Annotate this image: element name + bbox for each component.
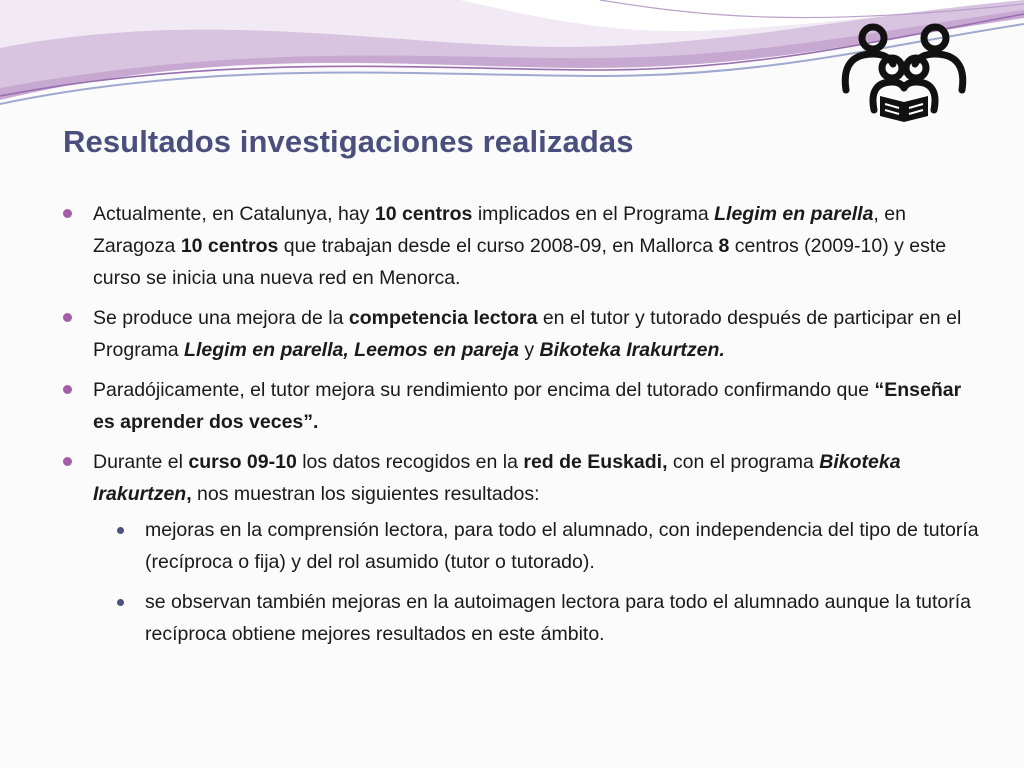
bullet-bold-text: 8 (718, 235, 730, 257)
bullet-text: Actualmente, en Catalunya, hay (93, 203, 375, 225)
bullet-bold-italic-text: Bikoteka Irakurtzen. (539, 339, 725, 361)
people-reading-logo-icon (836, 18, 972, 124)
bullet-bold-italic-text: Llegim en parella (714, 203, 874, 225)
bullet-bold-text: red de Euskadi, (523, 451, 668, 473)
sub-bullet-item: mejoras en la comprensión lectora, para todo el alumnado, con independencia del tipo de tutoría (recíproca o fija) y del rol asumido (tutor o tutorado). (93, 514, 983, 578)
bullet-text: Se produce una mejora de la (93, 307, 349, 329)
bullet-list (63, 198, 983, 658)
bullet-bold-text: curso 09-10 (188, 451, 297, 473)
bullet-text: en el tutor y tutorado después de participar en el Programa (93, 307, 962, 361)
bullet-bold-text: 10 centros (374, 203, 473, 225)
bullet-text: centros (2009-10) y este curso se inicia una nueva red en Menorca. (93, 235, 947, 289)
bullet-text: , en Zaragoza (93, 203, 906, 257)
bullet-text: que trabajan desde el curso 2008-09, en Mallorca (278, 235, 719, 257)
bullet-bold-text: 10 centros (180, 235, 279, 257)
bullet-item (63, 374, 983, 438)
bullet-item (63, 446, 983, 650)
bullet-bold-text: competencia lectora (348, 307, 538, 329)
bullet-text: Paradójicamente, el tutor mejora su rendimiento por encima del tutorado confirmando que (93, 379, 875, 401)
bullet-item (63, 198, 983, 294)
bullet-text: y (518, 339, 540, 361)
bullet-text: Durante el (93, 451, 189, 473)
bullet-text: los datos recogidos en la (296, 451, 524, 473)
bullet-bold-italic-text: Llegim en parella, Leemos en pareja (184, 339, 519, 361)
bullet-item (63, 302, 983, 366)
bullet-bold-text: “Enseñar es aprender dos veces”. (93, 379, 962, 433)
bullet-text: implicados en el Programa (472, 203, 715, 225)
bullet-bold-text: , (186, 483, 192, 505)
sub-bullet-list (93, 514, 983, 650)
bullet-bold-italic-text: Bikoteka Irakurtzen (93, 451, 901, 505)
slide-title: Resultados investigaciones realizadas (63, 124, 634, 159)
bullet-text: nos muestran los siguientes resultados: (191, 483, 540, 505)
sub-bullet-item: se observan también mejoras en la autoimagen lectora para todo el alumnado aunque la tutoría recíproca obtiene mejores resultados en este ámbito. (93, 586, 983, 650)
bullet-text: con el programa (667, 451, 820, 473)
